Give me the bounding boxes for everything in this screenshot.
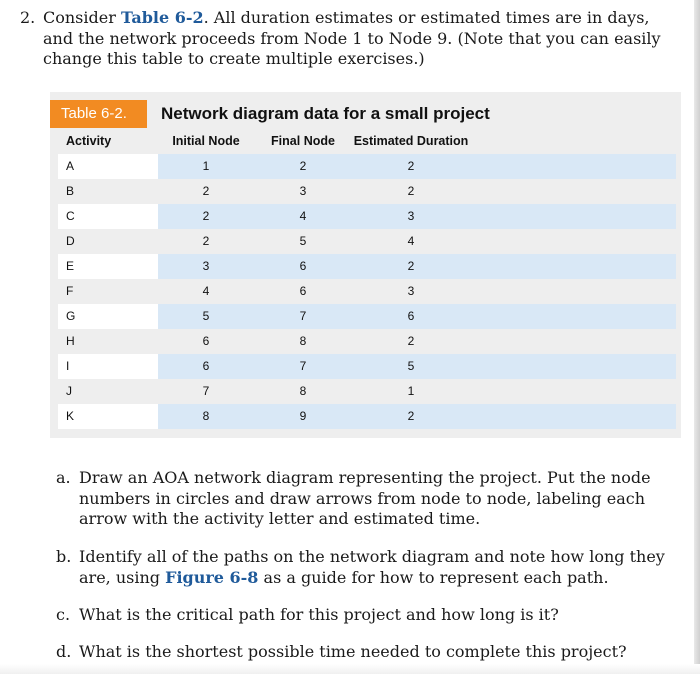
cell-final-node: 7	[299, 309, 307, 323]
header-activity: Activity	[66, 134, 112, 148]
figure-reference-link[interactable]: Figure 6-8	[165, 567, 259, 587]
cell-duration: 5	[407, 359, 415, 373]
part-a-text: Draw an AOA network diagram representing the project. Put the node numbers in circles and draw arrows from node to node, labeling each arrow with the activity letter and estimated time.	[79, 468, 651, 528]
header-initial-node: Initial Node	[172, 134, 240, 148]
cell-activity: E	[58, 254, 158, 279]
part-c-label: c.	[56, 605, 71, 624]
part-b-text	[79, 547, 669, 588]
cell-final-node: 9	[299, 409, 307, 423]
cell-final-node: 8	[299, 384, 307, 398]
cell-activity: B	[66, 184, 75, 198]
table-row	[58, 354, 676, 379]
cell-initial-node: 5	[202, 309, 210, 323]
cell-duration: 6	[407, 309, 415, 323]
cell-duration: 2	[407, 159, 415, 173]
cell-duration: 2	[407, 184, 415, 198]
table-reference-link[interactable]: Table 6-2	[120, 8, 204, 27]
cell-activity: F	[66, 284, 74, 298]
table-row	[58, 229, 676, 254]
part-d-label: d.	[56, 642, 72, 661]
part-a-label: a.	[56, 468, 71, 487]
part-c-text: What is the critical path for this project and how long is it?	[79, 605, 559, 624]
cell-initial-node: 6	[202, 334, 210, 348]
header-estimated-duration: Estimated Duration	[353, 134, 469, 148]
cell-initial-node: 6	[202, 359, 210, 373]
question-text	[43, 8, 683, 70]
cell-duration: 1	[407, 384, 415, 398]
table-row	[58, 329, 676, 354]
cell-final-node: 5	[299, 234, 307, 248]
cell-duration: 4	[407, 234, 415, 248]
table-row	[58, 279, 676, 304]
cell-duration: 2	[407, 409, 415, 423]
table-row	[58, 204, 676, 229]
cell-initial-node: 2	[202, 184, 210, 198]
cell-initial-node: 7	[202, 384, 210, 398]
cell-activity: J	[66, 384, 72, 398]
part-b-text-before: Identify all of the paths on the network diagram and note how long they are, using	[79, 547, 665, 587]
cell-activity: D	[66, 234, 75, 248]
cell-duration: 3	[407, 209, 415, 223]
question-text-before: Consider	[43, 8, 121, 27]
cell-final-node: 6	[299, 284, 307, 298]
page-edge-right	[694, 0, 700, 674]
cell-activity: K	[58, 404, 158, 429]
cell-initial-node: 1	[202, 159, 210, 173]
part-b-label: b.	[56, 547, 72, 566]
cell-initial-node: 8	[202, 409, 210, 423]
cell-final-node: 7	[299, 359, 307, 373]
network-data-table	[50, 92, 681, 438]
cell-final-node: 4	[299, 209, 307, 223]
table-row	[58, 379, 676, 404]
cell-duration: 2	[407, 259, 415, 273]
cell-activity: H	[66, 334, 75, 348]
table-row	[58, 304, 676, 329]
table-body	[58, 154, 676, 429]
cell-duration: 2	[407, 334, 415, 348]
table-caption: Network diagram data for a small project	[161, 104, 490, 123]
part-b-text-after: as a guide for how to represent each path.	[258, 567, 609, 587]
cell-initial-node: 2	[202, 209, 210, 223]
cell-activity: I	[58, 354, 158, 379]
cell-final-node: 2	[299, 159, 307, 173]
cell-initial-node: 4	[202, 284, 210, 298]
cell-final-node: 6	[299, 259, 307, 273]
cell-activity: C	[58, 204, 158, 229]
question-number: 2.	[20, 8, 36, 27]
cell-duration: 3	[407, 284, 415, 298]
table-row	[58, 179, 676, 204]
cell-final-node: 3	[299, 184, 307, 198]
cell-initial-node: 2	[202, 234, 210, 248]
table-row	[58, 404, 676, 429]
part-d-text: What is the shortest possible time needed to complete this project?	[79, 642, 627, 661]
cell-activity: A	[58, 154, 158, 179]
table-row	[58, 154, 676, 179]
cell-final-node: 8	[299, 334, 307, 348]
question-text-after: . All duration estimates or estimated times are in days, and the network proceeds from Node 1 to Node 9. (Note that you can easily change this table to create multiple exercises.)	[43, 8, 661, 68]
header-final-node: Final Node	[271, 134, 335, 148]
cell-activity: G	[58, 304, 158, 329]
table-row	[58, 254, 676, 279]
cell-initial-node: 3	[202, 259, 210, 273]
table-tag: Table 6-2.	[50, 100, 147, 128]
page-edge-bottom	[0, 664, 700, 674]
